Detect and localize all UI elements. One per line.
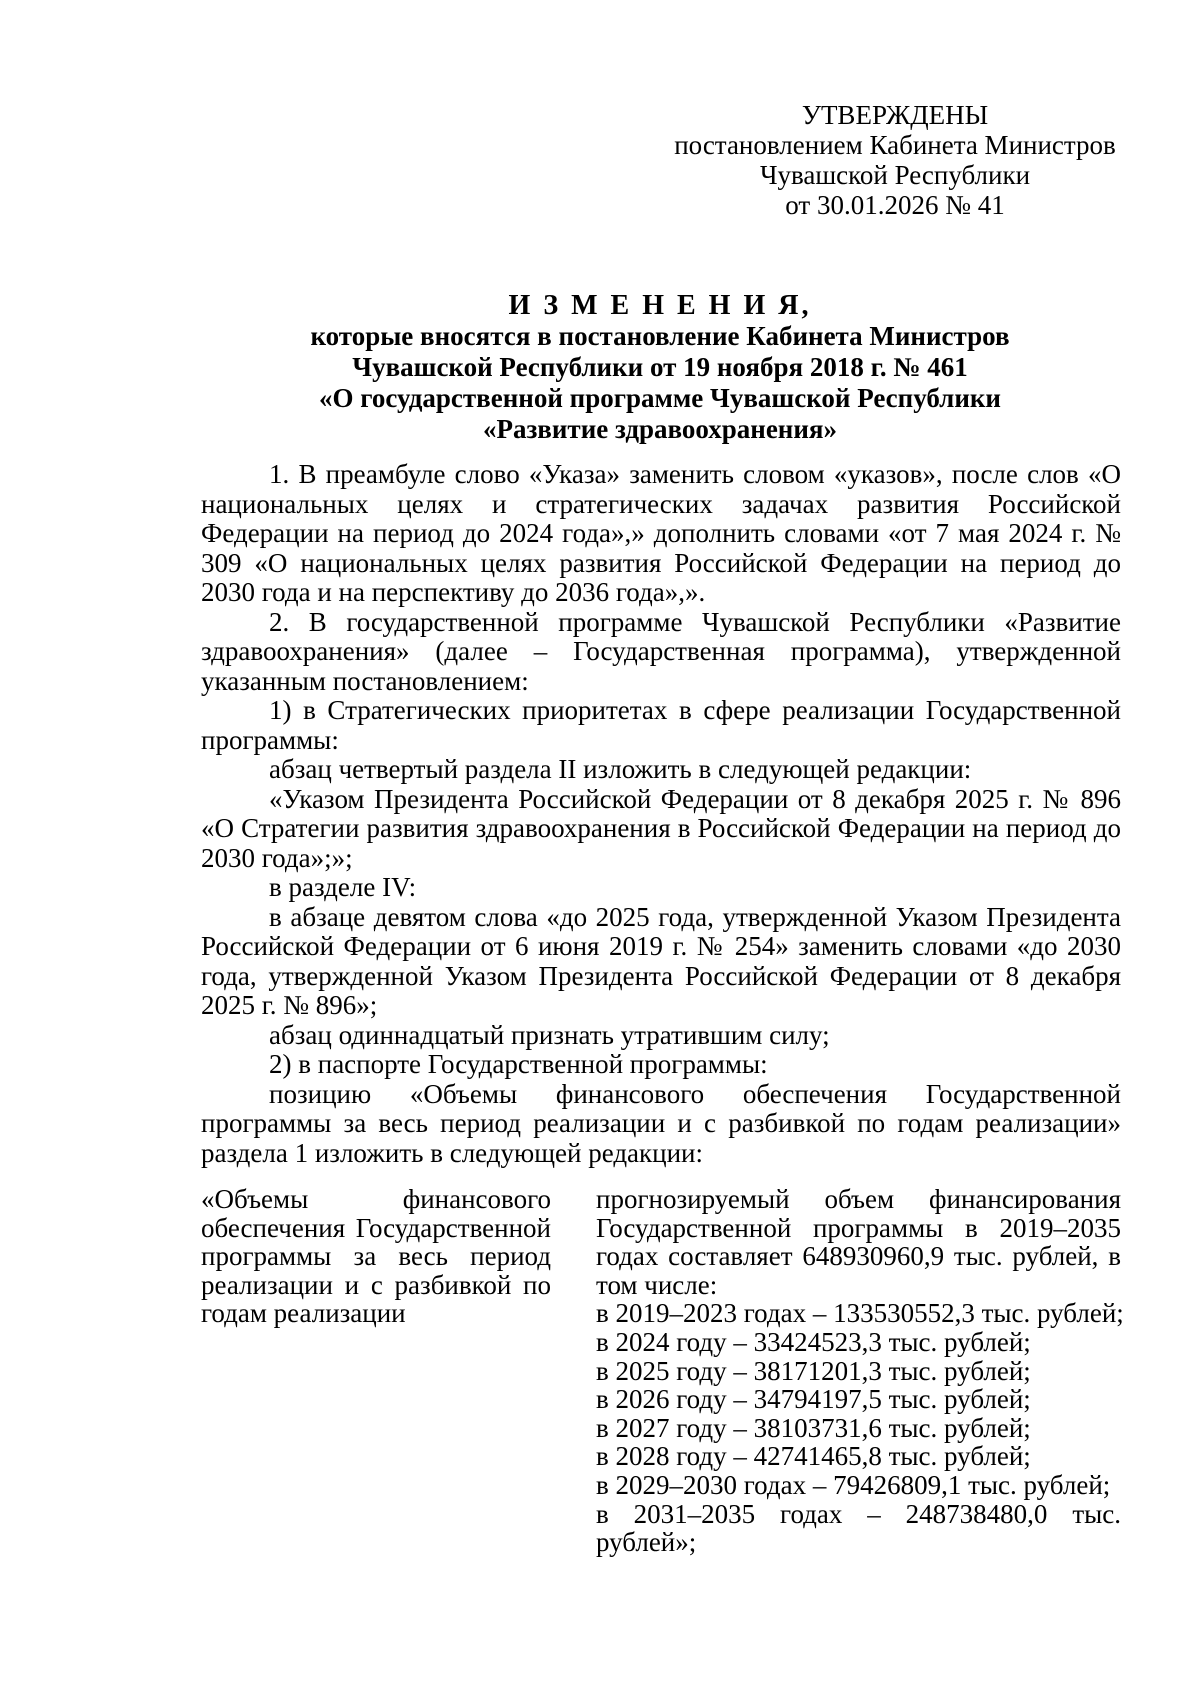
paragraph: позицию «Объемы финансового обеспечения Государственной программы за весь период реализации и с разбивкой по годам реализации» раздела 1 изложить в следующей редакции:: [201, 1078, 1121, 1168]
title-line-2: Чувашской Республики от 19 ноября 2018 г. № 461: [352, 352, 968, 382]
passport-position-name: «Объемы финансового обеспечения Государственной программы за весь период реализации и с разбивкой по годам реализации: [201, 1184, 551, 1329]
document-body: [201, 460, 1121, 1168]
paragraph: «Указом Президента Российской Федерации от 8 декабря 2025 г. № 896 «О Стратегии развития здравоохранения в Российской Федерации на период до 2030 года»;»;: [201, 783, 1121, 873]
paragraph: в разделе IV:: [269, 872, 417, 902]
title-line-4: «Развитие здравоохранения»: [482, 414, 838, 444]
approval-issuer: постановлением Кабинета Министров: [674, 130, 1116, 160]
funding-year-line: в 2025 году – 38171201,3 тыс. рублей;: [596, 1355, 1031, 1386]
paragraph: 1) в Стратегических приоритетах в сфере реализации Государственной программы:: [201, 695, 1121, 755]
approval-stamp: [660, 100, 1130, 220]
paragraph: 2. В государственной программе Чувашской Республики «Развитие здравоохранения» (далее – Государственная программа), утвержденной указанным постановлением:: [201, 606, 1121, 696]
funding-year-line: в 2028 году – 42741465,8 тыс. рублей;: [596, 1441, 1031, 1472]
paragraph: абзац четвертый раздела II изложить в следующей редакции:: [269, 754, 972, 784]
funding-year-line: в 2026 году – 34794197,5 тыс. рублей;: [596, 1384, 1031, 1415]
funding-total: прогнозируемый объем финансирования Государственной программы в 2019–2035 годах составляет 648930960,9 тыс. рублей, в том числе:: [596, 1184, 1121, 1300]
title-line-3: «О государственной программе Чувашской Республики: [318, 383, 1001, 413]
paragraph: в абзаце девятом слова «до 2025 года, утвержденной Указом Президента Российской Федерации от 6 июня 2019 г. № 254» заменить словами «до 2030 года, утвержденной Указом Президента Российской Федерации от 8 декабря 2025 г. № 896»;: [201, 901, 1121, 1020]
paragraph: 2) в паспорте Государственной программы:: [269, 1049, 768, 1079]
title-heading: И З М Е Н Е Н И Я,: [508, 290, 812, 321]
approval-republic: Чувашской Республики: [759, 160, 1031, 190]
approval-date-number: от 30.01.2026 № 41: [785, 190, 1005, 220]
funding-year-line: в 2029–2030 годах – 79426809,1 тыс. рублей;: [596, 1469, 1111, 1500]
funding-year-line: в 2027 году – 38103731,6 тыс. рублей;: [596, 1412, 1031, 1443]
paragraph: 1. В преамбуле слово «Указа» заменить словом «указов», после слов «О национальных целях и стратегических задачах развития Российской Федерации на период до 2024 года»,» дополнить словами «от 7 мая 2024 г. № 309 «О национальных целях развития Российской Федерации на период до 2030 года и на перспективу до 2036 года»,».: [201, 459, 1121, 607]
funding-year-line: в 2031–2035 годах – 248738480,0 тыс. рублей»;: [596, 1498, 1121, 1558]
title-line-1: которые вносятся в постановление Кабинета Министров: [310, 321, 1010, 351]
document-title: [140, 290, 1180, 445]
paragraph: абзац одиннадцатый признать утратившим силу;: [269, 1019, 830, 1050]
approval-heading: УТВЕРЖДЕНЫ: [801, 100, 989, 130]
funding-year-line: в 2024 году – 33424523,3 тыс. рублей;: [596, 1326, 1031, 1357]
funding-year-line: в 2019–2023 годах – 133530552,3 тыс. рублей;: [596, 1298, 1124, 1329]
passport-position-value: [596, 1184, 1124, 1558]
